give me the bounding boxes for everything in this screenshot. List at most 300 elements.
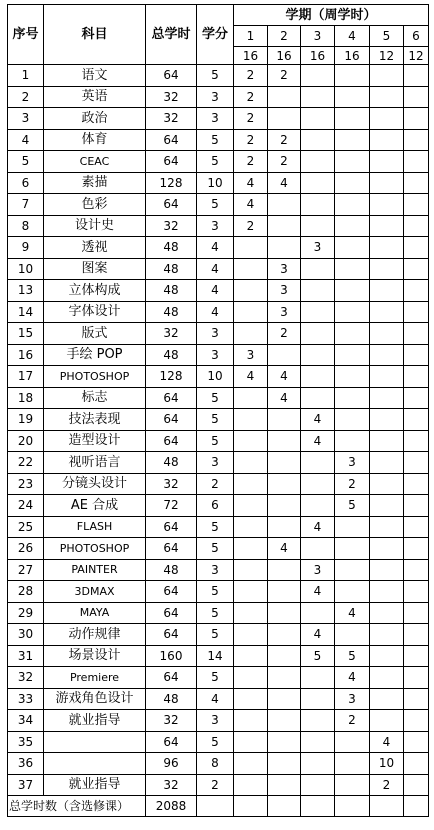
row-semester-3-hours: [301, 538, 335, 560]
row-total-hours: 48: [146, 559, 197, 581]
row-semester-4-hours: [335, 129, 370, 151]
row-semester-3-hours: [301, 688, 335, 710]
row-no: 32: [8, 667, 44, 689]
row-subject: 分镜头设计: [44, 473, 146, 495]
row-semester-3-hours: [301, 172, 335, 194]
row-semester-4-hours: [335, 387, 370, 409]
row-semester-4-hours: [335, 194, 370, 216]
curriculum-table-container: [7, 4, 429, 817]
row-semester-5-hours: [370, 215, 404, 237]
row-no: 1: [8, 65, 44, 87]
row-semester-3-hours: [301, 710, 335, 732]
row-no: 31: [8, 645, 44, 667]
row-no: 14: [8, 301, 44, 323]
row-no: 24: [8, 495, 44, 517]
row-semester-1-hours: [234, 731, 268, 753]
row-subject: PHOTOSHOP: [44, 538, 146, 560]
row-semester-5-hours: [370, 301, 404, 323]
table-row: [8, 172, 429, 194]
row-semester-2-hours: [268, 667, 301, 689]
row-subject: 图案: [44, 258, 146, 280]
row-credits: 4: [197, 688, 234, 710]
table-row: [8, 409, 429, 431]
row-subject: 英语: [44, 86, 146, 108]
row-subject: PHOTOSHOP: [44, 366, 146, 388]
row-semester-4-hours: 3: [335, 688, 370, 710]
row-total-hours: 32: [146, 323, 197, 345]
header-semester-2: 2: [268, 26, 301, 47]
table-row: [8, 452, 429, 474]
row-subject: 色彩: [44, 194, 146, 216]
row-credits: 5: [197, 602, 234, 624]
row-semester-1-hours: 2: [234, 65, 268, 87]
row-semester-3-hours: [301, 495, 335, 517]
row-semester-1-hours: 4: [234, 194, 268, 216]
row-semester-3-hours: 3: [301, 559, 335, 581]
row-credits: 3: [197, 108, 234, 130]
row-semester-4-hours: [335, 215, 370, 237]
footer-empty-cell: [335, 796, 370, 817]
row-semester-3-hours: [301, 387, 335, 409]
row-semester-5-hours: [370, 237, 404, 259]
table-row: [8, 473, 429, 495]
row-subject: MAYA: [44, 602, 146, 624]
row-semester-6-hours: [404, 516, 429, 538]
table-row: [8, 538, 429, 560]
row-subject: 3DMAX: [44, 581, 146, 603]
row-total-hours: 64: [146, 129, 197, 151]
row-total-hours: 64: [146, 667, 197, 689]
table-row: [8, 280, 429, 302]
row-semester-4-hours: [335, 774, 370, 796]
row-semester-1-hours: [234, 624, 268, 646]
row-semester-6-hours: [404, 194, 429, 216]
row-total-hours: 32: [146, 710, 197, 732]
row-no: 25: [8, 516, 44, 538]
row-semester-2-hours: [268, 430, 301, 452]
row-credits: 8: [197, 753, 234, 775]
row-semester-3-hours: [301, 774, 335, 796]
row-semester-3-hours: 3: [301, 237, 335, 259]
row-semester-5-hours: [370, 344, 404, 366]
table-row: [8, 65, 429, 87]
row-credits: 5: [197, 624, 234, 646]
row-semester-5-hours: [370, 151, 404, 173]
row-semester-4-hours: [335, 108, 370, 130]
row-semester-2-hours: [268, 710, 301, 732]
row-semester-2-hours: 4: [268, 538, 301, 560]
row-semester-1-hours: [234, 753, 268, 775]
row-semester-4-hours: [335, 237, 370, 259]
row-semester-5-hours: [370, 602, 404, 624]
row-semester-1-hours: 4: [234, 172, 268, 194]
row-semester-1-hours: [234, 323, 268, 345]
row-subject: 体育: [44, 129, 146, 151]
row-total-hours: 32: [146, 86, 197, 108]
table-row: [8, 516, 429, 538]
row-semester-4-hours: [335, 323, 370, 345]
row-semester-6-hours: [404, 258, 429, 280]
table-row: [8, 387, 429, 409]
row-no: 34: [8, 710, 44, 732]
row-semester-2-hours: 4: [268, 387, 301, 409]
row-semester-2-hours: [268, 559, 301, 581]
row-no: 35: [8, 731, 44, 753]
row-semester-6-hours: [404, 409, 429, 431]
row-credits: 14: [197, 645, 234, 667]
row-semester-6-hours: [404, 65, 429, 87]
table-row: [8, 215, 429, 237]
row-subject: 技法表现: [44, 409, 146, 431]
row-semester-1-hours: 3: [234, 344, 268, 366]
row-no: 3: [8, 108, 44, 130]
row-semester-1-hours: [234, 516, 268, 538]
table-row: [8, 151, 429, 173]
row-semester-6-hours: [404, 602, 429, 624]
row-semester-3-hours: [301, 194, 335, 216]
row-semester-4-hours: 5: [335, 495, 370, 517]
row-total-hours: 32: [146, 108, 197, 130]
footer-empty-cell: [268, 796, 301, 817]
row-semester-5-hours: 2: [370, 774, 404, 796]
row-subject: 设计史: [44, 215, 146, 237]
row-semester-3-hours: [301, 667, 335, 689]
header-semester-4: 4: [335, 26, 370, 47]
row-semester-6-hours: [404, 344, 429, 366]
row-semester-5-hours: [370, 645, 404, 667]
row-subject: 素描: [44, 172, 146, 194]
row-subject: Premiere: [44, 667, 146, 689]
row-total-hours: 48: [146, 452, 197, 474]
table-row: [8, 581, 429, 603]
row-credits: 4: [197, 258, 234, 280]
row-total-hours: 64: [146, 151, 197, 173]
row-semester-2-hours: 3: [268, 280, 301, 302]
row-no: 7: [8, 194, 44, 216]
row-semester-4-hours: [335, 581, 370, 603]
row-semester-5-hours: [370, 258, 404, 280]
row-semester-5-hours: [370, 194, 404, 216]
row-semester-4-hours: 2: [335, 710, 370, 732]
row-semester-3-hours: [301, 280, 335, 302]
row-credits: 4: [197, 301, 234, 323]
row-semester-3-hours: [301, 452, 335, 474]
row-semester-2-hours: [268, 108, 301, 130]
row-semester-4-hours: [335, 86, 370, 108]
table-row: [8, 753, 429, 775]
row-semester-5-hours: [370, 129, 404, 151]
row-credits: 5: [197, 581, 234, 603]
row-credits: 3: [197, 323, 234, 345]
table-row: [8, 602, 429, 624]
row-semester-1-hours: [234, 559, 268, 581]
table-row: [8, 129, 429, 151]
row-semester-6-hours: [404, 624, 429, 646]
row-credits: 10: [197, 366, 234, 388]
row-semester-5-hours: [370, 366, 404, 388]
row-no: 29: [8, 602, 44, 624]
table-row: [8, 237, 429, 259]
row-credits: 5: [197, 65, 234, 87]
curriculum-table: [7, 4, 429, 817]
row-semester-6-hours: [404, 172, 429, 194]
row-semester-6-hours: [404, 280, 429, 302]
row-no: 18: [8, 387, 44, 409]
row-semester-6-hours: [404, 366, 429, 388]
row-semester-1-hours: [234, 237, 268, 259]
row-semester-1-hours: [234, 301, 268, 323]
row-semester-2-hours: 4: [268, 172, 301, 194]
row-semester-5-hours: [370, 108, 404, 130]
row-semester-3-hours: [301, 86, 335, 108]
row-semester-6-hours: [404, 430, 429, 452]
row-total-hours: 128: [146, 366, 197, 388]
row-semester-3-hours: [301, 215, 335, 237]
row-no: 36: [8, 753, 44, 775]
row-semester-5-hours: [370, 581, 404, 603]
row-semester-1-hours: 2: [234, 215, 268, 237]
row-semester-6-hours: [404, 473, 429, 495]
row-semester-4-hours: [335, 151, 370, 173]
row-semester-2-hours: [268, 645, 301, 667]
row-semester-6-hours: [404, 151, 429, 173]
header-semester-1: 1: [234, 26, 268, 47]
row-semester-2-hours: [268, 774, 301, 796]
row-semester-5-hours: [370, 667, 404, 689]
row-semester-3-hours: [301, 151, 335, 173]
row-semester-5-hours: [370, 452, 404, 474]
row-semester-2-hours: [268, 409, 301, 431]
row-semester-6-hours: [404, 301, 429, 323]
row-semester-1-hours: [234, 387, 268, 409]
row-credits: 5: [197, 409, 234, 431]
row-semester-1-hours: [234, 280, 268, 302]
row-total-hours: 48: [146, 237, 197, 259]
row-semester-4-hours: [335, 753, 370, 775]
row-semester-5-hours: [370, 473, 404, 495]
row-credits: 10: [197, 172, 234, 194]
row-semester-4-hours: [335, 559, 370, 581]
row-no: 30: [8, 624, 44, 646]
row-semester-6-hours: [404, 452, 429, 474]
row-semester-4-hours: 4: [335, 667, 370, 689]
row-total-hours: 64: [146, 602, 197, 624]
row-semester-3-hours: [301, 344, 335, 366]
row-semester-3-hours: [301, 258, 335, 280]
row-no: 8: [8, 215, 44, 237]
row-total-hours: 64: [146, 731, 197, 753]
table-footer: [8, 796, 429, 817]
row-credits: 5: [197, 516, 234, 538]
row-semester-4-hours: [335, 366, 370, 388]
row-subject: 造型设计: [44, 430, 146, 452]
row-semester-4-hours: [335, 731, 370, 753]
row-semester-5-hours: [370, 323, 404, 345]
row-semester-2-hours: [268, 602, 301, 624]
row-semester-5-hours: 10: [370, 753, 404, 775]
row-semester-2-hours: [268, 237, 301, 259]
row-semester-4-hours: [335, 344, 370, 366]
table-row: [8, 731, 429, 753]
row-total-hours: 48: [146, 301, 197, 323]
row-subject: 就业指导: [44, 710, 146, 732]
row-semester-6-hours: [404, 731, 429, 753]
row-no: 16: [8, 344, 44, 366]
row-semester-1-hours: [234, 495, 268, 517]
row-total-hours: 64: [146, 581, 197, 603]
header-semester-6: 6: [404, 26, 429, 47]
row-semester-3-hours: [301, 473, 335, 495]
row-credits: 5: [197, 667, 234, 689]
row-subject: 场景设计: [44, 645, 146, 667]
row-no: 9: [8, 237, 44, 259]
row-semester-5-hours: [370, 409, 404, 431]
row-semester-4-hours: [335, 538, 370, 560]
row-semester-5-hours: [370, 387, 404, 409]
row-subject: [44, 731, 146, 753]
row-subject: FLASH: [44, 516, 146, 538]
row-semester-3-hours: [301, 301, 335, 323]
row-credits: 5: [197, 194, 234, 216]
header-weeks-2: 16: [268, 47, 301, 65]
row-total-hours: 64: [146, 65, 197, 87]
row-no: 5: [8, 151, 44, 173]
row-semester-2-hours: 2: [268, 65, 301, 87]
row-semester-5-hours: [370, 172, 404, 194]
header-weeks-6: 12: [404, 47, 429, 65]
row-semester-2-hours: [268, 86, 301, 108]
row-semester-3-hours: [301, 753, 335, 775]
table-row: [8, 86, 429, 108]
row-semester-3-hours: 4: [301, 516, 335, 538]
row-semester-4-hours: [335, 258, 370, 280]
row-subject: 字体设计: [44, 301, 146, 323]
row-semester-1-hours: [234, 258, 268, 280]
row-total-hours: 64: [146, 387, 197, 409]
row-semester-6-hours: [404, 667, 429, 689]
row-no: 19: [8, 409, 44, 431]
row-no: 22: [8, 452, 44, 474]
row-credits: 3: [197, 710, 234, 732]
row-semester-5-hours: [370, 280, 404, 302]
row-semester-5-hours: [370, 430, 404, 452]
row-semester-5-hours: [370, 495, 404, 517]
row-semester-4-hours: [335, 280, 370, 302]
table-row: [8, 194, 429, 216]
table-row: [8, 688, 429, 710]
row-no: 6: [8, 172, 44, 194]
row-semester-1-hours: [234, 409, 268, 431]
row-no: 26: [8, 538, 44, 560]
table-row: [8, 344, 429, 366]
row-semester-2-hours: [268, 194, 301, 216]
row-total-hours: 48: [146, 280, 197, 302]
row-credits: 5: [197, 387, 234, 409]
row-semester-6-hours: [404, 495, 429, 517]
row-semester-2-hours: [268, 495, 301, 517]
row-credits: 5: [197, 151, 234, 173]
row-semester-1-hours: 2: [234, 86, 268, 108]
footer-empty-cell: [370, 796, 404, 817]
row-credits: 5: [197, 538, 234, 560]
row-semester-4-hours: [335, 624, 370, 646]
row-subject: PAINTER: [44, 559, 146, 581]
row-subject: 就业指导: [44, 774, 146, 796]
row-semester-6-hours: [404, 581, 429, 603]
row-credits: 5: [197, 731, 234, 753]
table-header: [8, 5, 429, 65]
row-semester-2-hours: [268, 452, 301, 474]
row-semester-5-hours: [370, 86, 404, 108]
header-semester-group: 学期（周学时）: [234, 5, 429, 26]
row-semester-4-hours: [335, 409, 370, 431]
row-no: 4: [8, 129, 44, 151]
table-row: [8, 495, 429, 517]
table-body: [8, 65, 429, 796]
header-weeks-1: 16: [234, 47, 268, 65]
row-semester-6-hours: [404, 753, 429, 775]
row-subject: 游戏角色设计: [44, 688, 146, 710]
row-subject: 立体构成: [44, 280, 146, 302]
row-semester-1-hours: [234, 774, 268, 796]
row-total-hours: 48: [146, 258, 197, 280]
header-total-hours: 总学时: [146, 5, 197, 65]
row-total-hours: 64: [146, 194, 197, 216]
row-semester-3-hours: [301, 65, 335, 87]
row-semester-3-hours: 4: [301, 430, 335, 452]
row-subject: AE 合成: [44, 495, 146, 517]
row-total-hours: 64: [146, 409, 197, 431]
row-total-hours: 64: [146, 624, 197, 646]
header-credits: 学分: [197, 5, 234, 65]
table-row: [8, 645, 429, 667]
row-semester-5-hours: 4: [370, 731, 404, 753]
header-semester-3: 3: [301, 26, 335, 47]
row-semester-2-hours: 4: [268, 366, 301, 388]
header-no: 序号: [8, 5, 44, 65]
table-row: [8, 430, 429, 452]
row-semester-5-hours: [370, 559, 404, 581]
footer-empty-cell: [197, 796, 234, 817]
row-semester-4-hours: [335, 65, 370, 87]
row-total-hours: 32: [146, 473, 197, 495]
table-row: [8, 624, 429, 646]
row-total-hours: 96: [146, 753, 197, 775]
row-total-hours: 64: [146, 516, 197, 538]
row-semester-2-hours: 3: [268, 301, 301, 323]
row-semester-3-hours: [301, 731, 335, 753]
table-row: [8, 258, 429, 280]
row-semester-4-hours: 3: [335, 452, 370, 474]
row-semester-3-hours: 4: [301, 581, 335, 603]
row-subject: CEAC: [44, 151, 146, 173]
row-total-hours: 48: [146, 344, 197, 366]
row-total-hours: 64: [146, 430, 197, 452]
row-credits: 6: [197, 495, 234, 517]
row-semester-6-hours: [404, 129, 429, 151]
row-semester-1-hours: [234, 452, 268, 474]
row-no: 15: [8, 323, 44, 345]
header-subject: 科目: [44, 5, 146, 65]
table-row: [8, 108, 429, 130]
row-total-hours: 32: [146, 774, 197, 796]
row-semester-2-hours: 2: [268, 323, 301, 345]
row-no: 37: [8, 774, 44, 796]
header-weeks-4: 16: [335, 47, 370, 65]
row-total-hours: 48: [146, 688, 197, 710]
row-semester-2-hours: [268, 688, 301, 710]
row-semester-2-hours: 2: [268, 129, 301, 151]
